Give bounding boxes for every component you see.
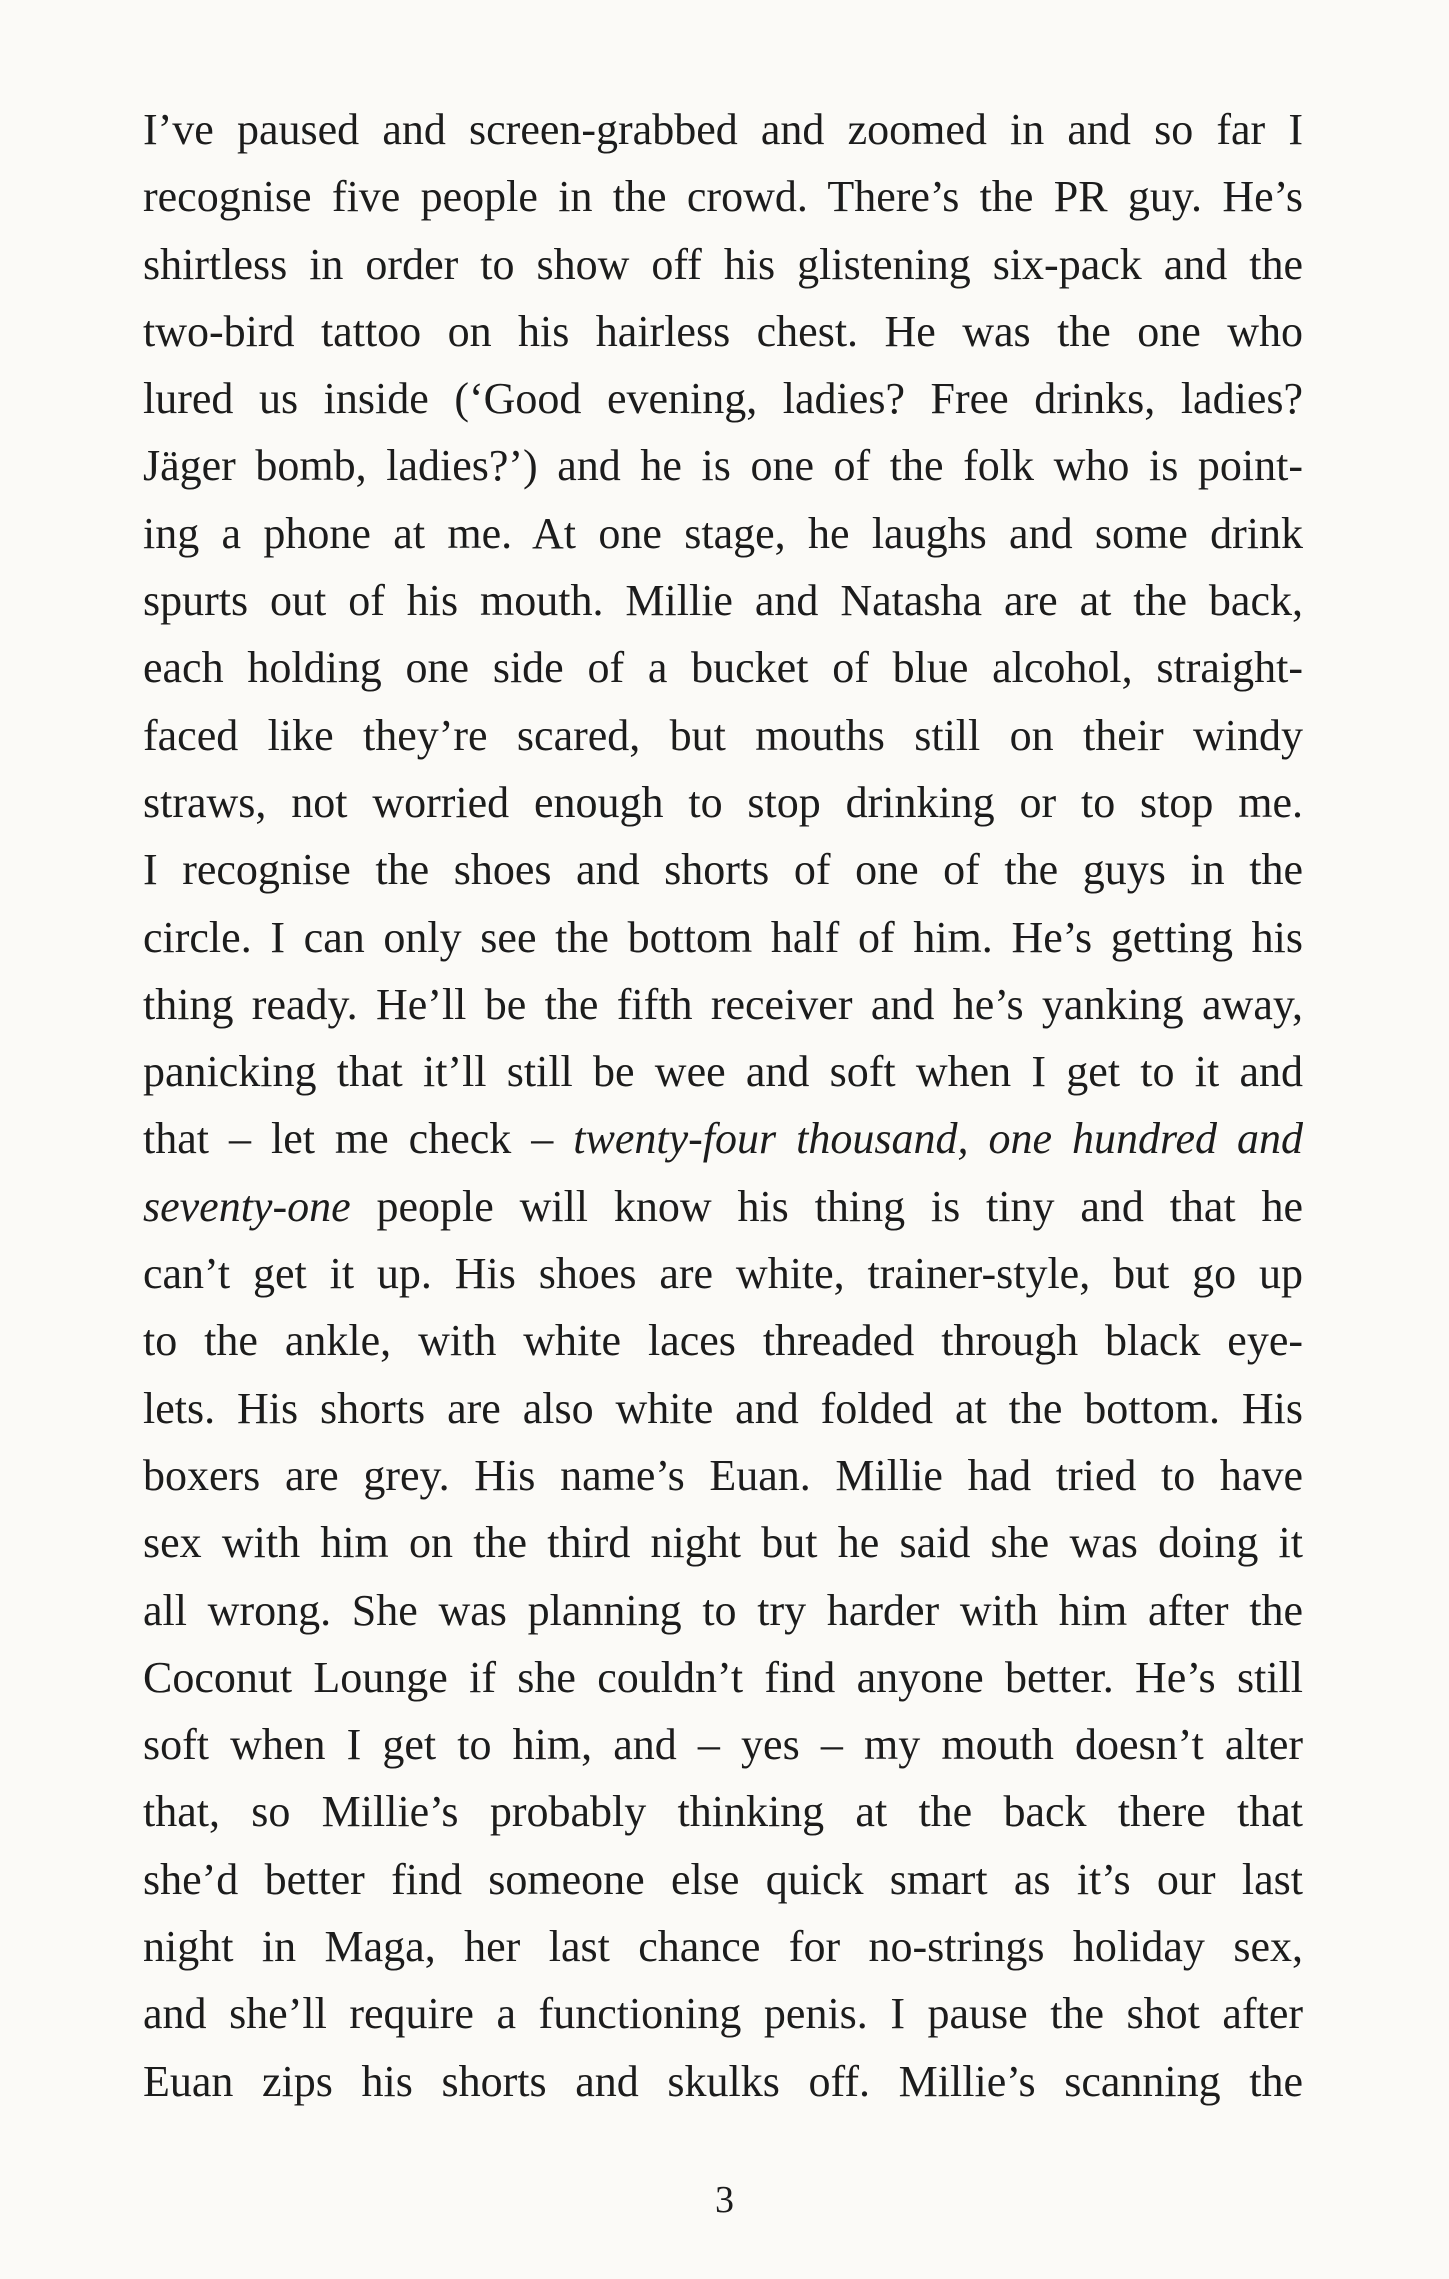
text-line: and she’ll require a functioning penis. I pause the shot after xyxy=(143,1989,1303,2039)
text-line: that – let me check – twenty-four thousand, one hundred and xyxy=(143,1114,1303,1164)
text-line: shirtless in order to show off his glistening six-pack and the xyxy=(143,239,1303,289)
italic-number-text: seventy-one xyxy=(143,1181,351,1231)
text-line: thing ready. He’ll be the fifth receiver and he’s yanking away, xyxy=(143,979,1303,1029)
text-line: faced like they’re scared, but mouths still on their windy xyxy=(143,710,1303,760)
text-line: ing a phone at me. At one stage, he laughs and some drink xyxy=(143,508,1303,558)
text-line: she’d better find someone else quick smart as it’s our last xyxy=(143,1854,1303,1904)
text-line: I recognise the shoes and shorts of one of the guys in the xyxy=(143,845,1303,895)
text-line: boxers are grey. His name’s Euan. Millie had tried to have xyxy=(143,1450,1303,1500)
text-line: straws, not worried enough to stop drinking or to stop me. xyxy=(143,777,1303,827)
page-number: 3 xyxy=(715,2179,734,2221)
text-line: two-bird tattoo on his hairless chest. He was the one who xyxy=(143,306,1303,356)
text-line: Jäger bomb, ladies?’) and he is one of the folk who is point- xyxy=(143,441,1303,491)
text-line: to the ankle, with white laces threaded through black eye- xyxy=(143,1316,1303,1366)
text-line: spurts out of his mouth. Millie and Natasha are at the back, xyxy=(143,576,1303,626)
text-line: all wrong. She was planning to try harder with him after the xyxy=(143,1585,1303,1635)
body-text xyxy=(143,96,1303,2115)
text-line: each holding one side of a bucket of blue alcohol, straight- xyxy=(143,643,1303,693)
text-line: Euan zips his shorts and skulks off. Millie’s scanning the xyxy=(143,2056,1303,2106)
text-line: I’ve paused and screen-grabbed and zoomed in and so far I xyxy=(143,105,1303,154)
text-line: Coconut Lounge if she couldn’t find anyone better. He’s still xyxy=(143,1652,1303,1702)
text-line: sex with him on the third night but he said she was doing it xyxy=(143,1518,1303,1568)
text-line: can’t get it up. His shoes are white, trainer-style, but go up xyxy=(143,1249,1303,1299)
text-line: lured us inside (‘Good evening, ladies? Free drinks, ladies? xyxy=(143,374,1303,424)
text-line: lets. His shorts are also white and folded at the bottom. His xyxy=(143,1383,1303,1433)
text-line: recognise five people in the crowd. There’s the PR guy. He’s xyxy=(143,172,1303,222)
italic-number-text: twenty-four thousand, one hundred and xyxy=(573,1114,1303,1164)
text-line: night in Maga, her last chance for no-strings holiday sex, xyxy=(143,1922,1303,1972)
text-line: circle. I can only see the bottom half of him. He’s getting his xyxy=(143,912,1303,962)
text-line: that, so Millie’s probably thinking at the back there that xyxy=(143,1787,1303,1837)
text-line: soft when I get to him, and – yes – my mouth doesn’t alter xyxy=(143,1720,1303,1770)
text-line: panicking that it’ll still be wee and soft when I get to it and xyxy=(143,1047,1303,1097)
text-line: seventy-one people will know his thing is tiny and that he xyxy=(143,1181,1303,1231)
